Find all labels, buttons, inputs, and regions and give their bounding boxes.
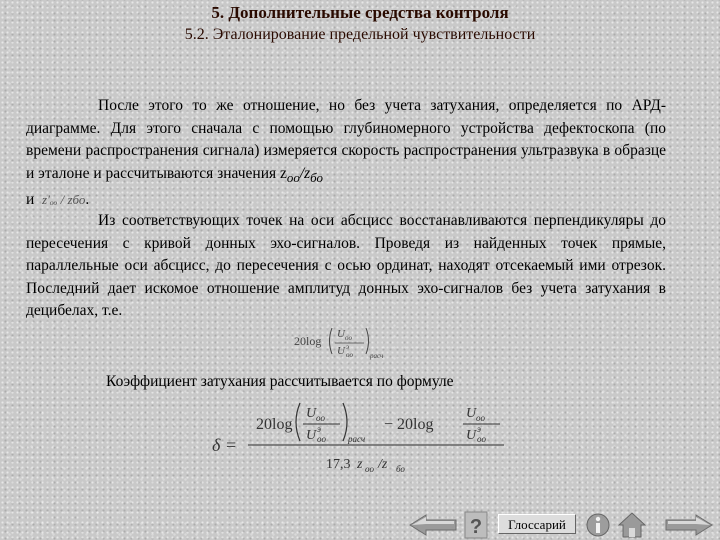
help-icon[interactable] (464, 511, 488, 539)
paragraph-2-text: Из соответствующих точек на оси абсцисс восстанавливаются перпендикуляры до пересечения с кривой донных эхо-сигналов. Проведя из найденных точек прямые, параллельные оси абсцисс, до пересечения с осью ординат, находят отсекаемый ими отрезок. Последний дает искомое отношение амплитуд донных эхо-сигналов без учета затухания в децибелах, т.е. (26, 212, 666, 319)
formula-intro: Коэффициент затухания рассчитывается по формуле (106, 373, 454, 390)
sub-oo: оо (286, 169, 300, 185)
help-glyph: ? (469, 516, 483, 538)
f1-den: U (337, 345, 345, 357)
slash-z: /z (299, 164, 311, 182)
term2-num-sub: oo (476, 413, 485, 423)
paragraph-1-text: После этого то же отношение, но без учета затухания, определяется по АРД-диаграмме. Для этого сначала с помощью глубиномерного устройства дефектоскопа (по времени распространения сигнала) измеряется скорость распространения ультразвука в образце и эталоне и рассчитываются значения z (26, 97, 666, 182)
formula-ratio-small (294, 320, 404, 362)
slide-header (0, 2, 720, 46)
den-sub2: бо (396, 464, 405, 474)
term1-prefix: 20log (256, 416, 293, 433)
f1-left-paren (330, 328, 333, 354)
term1-left-paren (296, 403, 300, 441)
term1-den-sub: oo (317, 434, 326, 444)
term2-num: U (466, 406, 477, 421)
inline-formula: z′ₒₒ / zбо (42, 192, 86, 208)
term2-den-sub: oo (477, 434, 486, 444)
paragraph-2 (26, 210, 666, 323)
delta-symbol: δ = (212, 435, 238, 455)
f1-den-sub: oo (346, 351, 353, 359)
page-subtitle: 5.2. Эталонирование предельной чувствительности (184, 26, 536, 43)
term1-num: U (306, 406, 317, 421)
term1-outer-sub: расч (348, 434, 366, 444)
term2-den-sup: э (477, 424, 481, 434)
den-sub1: oo (365, 464, 374, 474)
page-title: 5. Дополнительные средства контроля (211, 3, 509, 22)
back-arrow-icon[interactable] (408, 513, 458, 537)
term2-minus-prefix: − 20log (384, 416, 434, 433)
term1-right-paren (343, 403, 347, 441)
f1-num-sub: oo (345, 334, 352, 342)
line-end-and: и (26, 191, 35, 209)
forward-arrow-icon[interactable] (664, 513, 714, 537)
period: . (85, 191, 90, 209)
f1-den-sup: э (346, 343, 350, 351)
den-slash-z: /z (378, 457, 388, 472)
f1-num: U (337, 328, 345, 340)
paragraph-1 (26, 95, 666, 212)
navigation-bar (0, 508, 720, 540)
glossary-button[interactable]: Глоссарий (498, 514, 576, 534)
term1-den-sup: э (317, 424, 321, 434)
sub-bo: бо (310, 169, 323, 185)
formula-attenuation (212, 398, 512, 478)
f1-outer-sub: расч (370, 352, 384, 360)
term2-den: U (466, 428, 477, 443)
den-z: z (357, 457, 363, 472)
info-icon[interactable] (586, 512, 610, 538)
term1-den: U (306, 428, 317, 443)
home-icon[interactable] (618, 511, 646, 539)
f1-right-paren (366, 328, 369, 354)
term1-num-sub: oo (316, 413, 325, 423)
den-coef: 17,3 (326, 457, 351, 472)
f1-prefix: 20log (294, 334, 322, 348)
